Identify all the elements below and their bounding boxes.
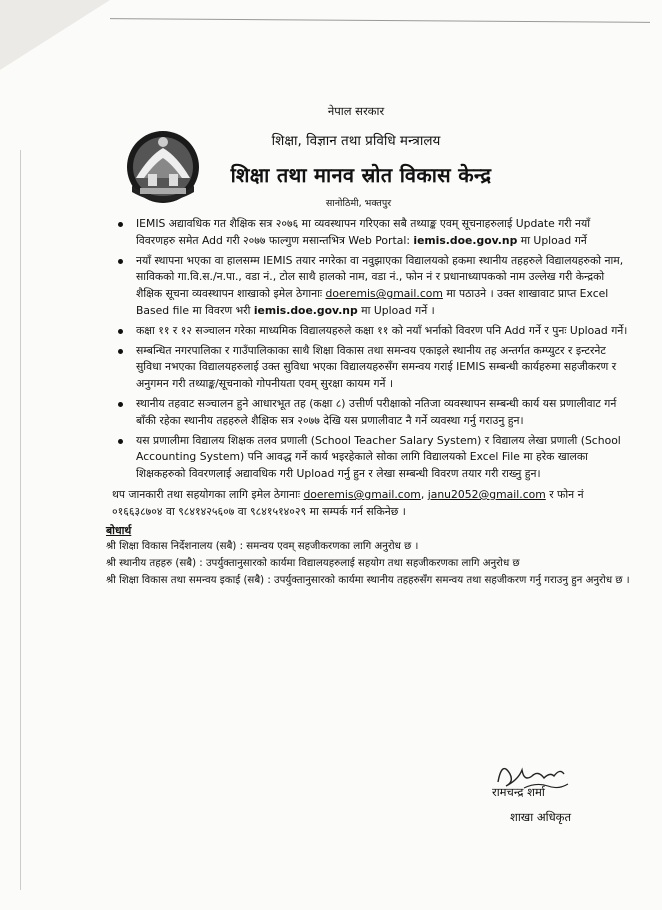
item-text: IEMIS अद्यावधिक गत शैक्षिक सत्र २०७६ मा व्यवस्थापन गरिएका सबै तथ्याङ्क एवम् सूचनाहरुलाई Update गरी नयाँ विवरणहरु समेत Add गरी २०७७ फाल्गुण मसान्तभित्र Web Portal:: [136, 217, 591, 247]
item-text: नयाँ स्थापना भएका वा हालसम्म IEMIS तयार नगरेका वा नवुझाएका विद्यालयको हकमा स्थानीय तहहरुले विद्यालयहरुको नाम, साविकको गा.वि.स./न.पा., वडा नं., टोल साथै हालको नाम, वडा नं., फोन नं र प्रधानाध्यापकको नाम उल्लेख गरी केन्द्रको शैक्षिक सूचना व्यवस्थापन शाखाको इमेल ठेगानाः: [136, 253, 624, 301]
item-text: कक्षा ११ र १२ सञ्चालन गरेका माध्यमिक विद्यालयहरुले कक्षा ११ को नयाँ भर्नाको विवरण पनि Add गर्ने र पुनः Upload गर्ने।: [136, 323, 628, 337]
letterhead: [0, 104, 662, 209]
portal-link[interactable]: iemis.doe.gov.np: [253, 303, 358, 317]
page-edge-left: [20, 150, 21, 890]
signatory-title: शाखा अधिकृत: [510, 810, 572, 824]
item-text: यस प्रणालीमा विद्यालय शिक्षक तलव प्रणाली (School Teacher Salary System) र विद्यालय लेखा प्रणाली (School Accounting System) पनि आवद्ध गर्ने कार्य भइरहेकाले सोका लागि विद्यालयको Excel File मा हरेक खालका शिक्षकहरुको विवरणलाई अद्यावधिक गरी Upload गर्नु हुन र लेखा सम्बन्धी विवरण तयार गरी राख्नु हुन।: [136, 433, 621, 481]
contact-paragraph: [112, 487, 632, 521]
ministry-name: शिक्षा, विज्ञान तथा प्रविधि मन्त्रालय: [271, 133, 441, 149]
email-link[interactable]: doeremis@gmail.com: [325, 287, 443, 301]
item-text: मा Upload गर्ने ।: [357, 303, 435, 317]
cc-line: श्री शिक्षा विकास निर्देशनालय (सबै) : समन्वय एवम् सहजीकरणका लागि अनुरोध छ ।: [106, 541, 419, 553]
cc-line: श्री स्थानीय तहहरु (सबै) : उपर्युक्तानुसारको कार्यमा विद्यालयहरुलाई सहयोग तथा सहजीकरणका लागि अनुरोध छ: [106, 558, 520, 570]
list-item: [112, 253, 632, 320]
page-fold-shadow: [0, 0, 110, 70]
list-item: [112, 323, 632, 340]
item-text: मा पठाउने । उक्त शाखावाट प्राप्त Excel Based file मा विवरण भरी: [136, 287, 609, 317]
email-link[interactable]: janu2052@gmail.com: [427, 487, 546, 501]
cc-list: [106, 539, 632, 589]
list-item: [112, 433, 632, 483]
signatory-name: रामचन्द्र शर्मा: [492, 785, 545, 799]
government-name: नेपाल सरकार: [327, 104, 385, 118]
list-item: [112, 216, 632, 250]
cc-heading: बोधार्थ: [106, 523, 132, 537]
contact-text: थप जानकारी तथा सहयोगका लागि इमेल ठेगानाः: [112, 487, 304, 501]
item-text: सम्बन्धित नगरपालिका र गाउँपालिकाका साथै शिक्षा विकास तथा समन्वय एकाइले स्थानीय तह अन्तर्गत कम्प्युटर र इन्टरनेट सुविधा नभएका विद्यालयहरुलाई उक्त सुविधा भएका विद्यालयहरुसँग समन्वय गराई IEMIS सम्बन्धी कार्यहरुमा सहजीकरण र अनुगमन गरी तथ्याङ्क/सूचनाको गोपनीयता एवम् सुरक्षा कायम गर्ने ।: [136, 343, 617, 391]
center-name: शिक्षा तथा मानव स्रोत विकास केन्द्र: [230, 163, 492, 187]
office-location: सानोठिमी, भक्तपुर: [325, 198, 392, 209]
portal-link[interactable]: iemis.doe.gov.np: [413, 233, 518, 247]
email-link[interactable]: doeremis@gmail.com: [303, 487, 421, 501]
list-item: [112, 343, 632, 393]
instruction-list: [112, 216, 632, 483]
list-item: [112, 396, 632, 430]
document-body: [106, 216, 632, 590]
page-edge-top: [110, 18, 650, 23]
cc-line: श्री शिक्षा विकास तथा समन्वय इकाई (सबै) : उपर्युक्तानुसारको कार्यमा स्थानीय तहहरुसँग समन्वय तथा सहजीकरण गर्नु गराउनु हुन अनुरोध छ ।: [106, 574, 630, 586]
item-text: स्थानीय तहवाट सञ्चालन हुने आधारभूत तह (कक्षा ८) उत्तीर्ण परीक्षाको नतिजा व्यवस्थापन सम्बन्धी कार्य यस प्रणालीवाट गर्न बाँकी रहेका स्थानीय तहहरुले शैक्षिक सत्र २०७७ देखि यस प्रणालीवाट नै गर्ने व्यवस्था गर्नु गराउनु हुन।: [136, 396, 617, 427]
item-text: मा Upload गर्ने: [517, 233, 587, 247]
contact-text: र फोन नं ०१६६३८७०४ वा ९८४१४२५६०७ वा ९८४१५१४०२९ मा सम्पर्क गर्न सकिनेछ ।: [112, 487, 584, 518]
separator: ,: [420, 487, 428, 501]
